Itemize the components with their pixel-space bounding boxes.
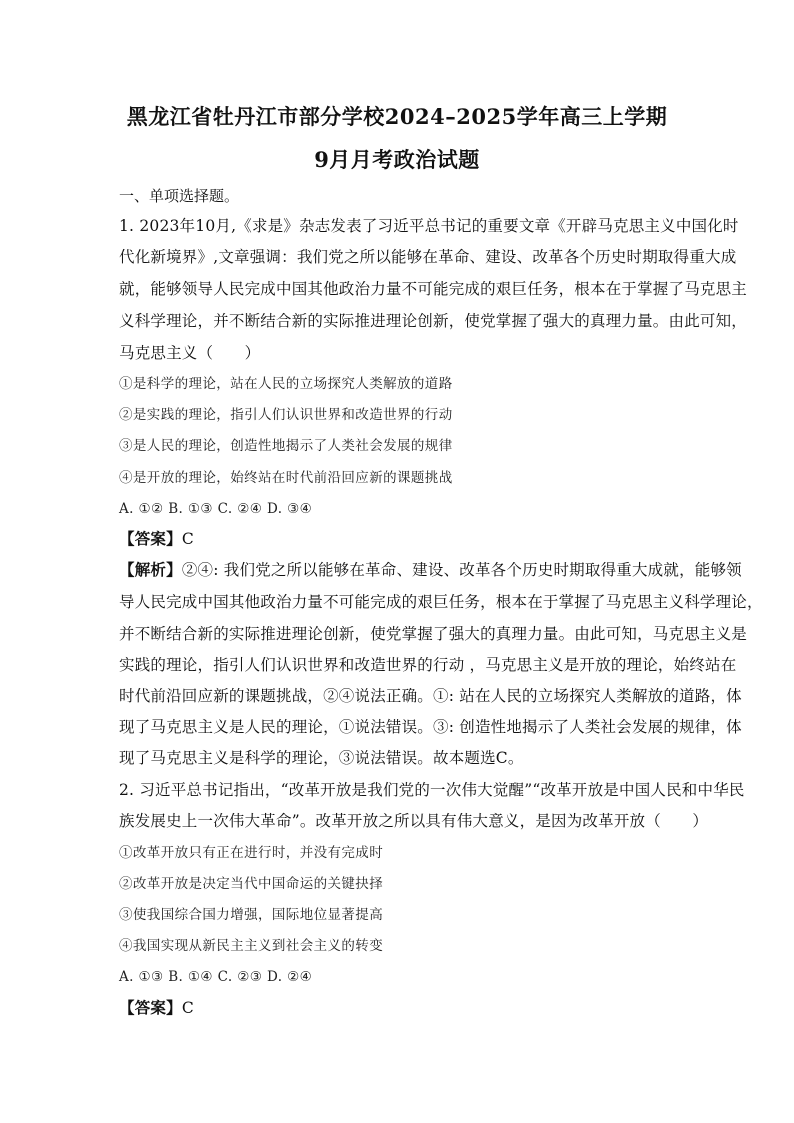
q2-stem-line-1: 2. 习近平总书记指出，“改革开放是我们党的一次伟大觉醒”“改革开放是中国人民和中华民 <box>119 781 745 799</box>
document-title-line-1: 黑龙江省牡丹江市部分学校2024–2025学年高三上学期 <box>126 104 668 129</box>
q1-analysis-line-3: 并不断结合新的实际推进理论创新，使党掌握了强大的真理力量。由此可知，马克思主义是 <box>119 625 748 643</box>
q1-answer <box>119 529 679 549</box>
q1-analysis-line-6: 现了马克思主义是人民的理论，①说法错误。③: 创造性地揭示了人类社会发展的规律，体 <box>119 718 742 736</box>
q1-analysis-line-2: 导人民完成中国其他政治力量不可能完成的艰巨任务，根本在于掌握了马克思主义科学理论， <box>119 593 763 611</box>
q1-choices: A. ①② B. ①③ C. ②④ D. ③④ <box>119 501 313 517</box>
q2-answer-label: 【答案】 <box>119 999 182 1017</box>
q2-option-2: ②改革开放是决定当代中国命运的关键抉择 <box>119 876 384 892</box>
q1-option-2: ②是实践的理论，指引人们认识世界和改造世界的行动 <box>119 407 453 423</box>
q2-answer-value: C <box>181 999 194 1017</box>
q2-option-1: ①改革开放只有正在进行时，并没有完成时 <box>119 845 384 861</box>
q1-analysis-label: 【解析】 <box>119 561 182 579</box>
q2-option-3: ③使我国综合国力增强，国际地位显著提高 <box>119 907 384 923</box>
q1-analysis-line-4: 实践的理论，指引人们认识世界和改造世界的行动 ，马克思主义是开放的理论，始终站在 <box>119 656 737 674</box>
q2-answer <box>119 998 679 1018</box>
q1-stem-line-4: 义科学理论，并不断结合新的实际推进理论创新，使党掌握了强大的真理力量。由此可知， <box>119 312 748 330</box>
section-heading: 一、单项选择题。 <box>119 187 240 205</box>
q2-option-4: ④我国实现从新民主主义到社会主义的转变 <box>119 938 384 954</box>
q1-answer-value: C <box>181 530 194 548</box>
q1-stem-line-2: 代化新境界》,文章强调：我们党之所以能够在革命、建设、改革各个历史时期取得重大成 <box>119 248 737 266</box>
q1-analysis-line-5: 时代前沿回应新的课题挑战，②④说法正确。①: 站在人民的立场探究人类解放的道路，体 <box>119 687 742 705</box>
q1-answer-label: 【答案】 <box>119 530 182 548</box>
q1-option-1: ①是科学的理论，站在人民的立场探究人类解放的道路 <box>119 376 453 392</box>
q1-analysis-text-1: ②④: 我们党之所以能够在革命、建设、改革各个历史时期取得重大成就，能够领 <box>181 561 742 579</box>
document-title-line-2: 9月月考政治试题 <box>314 147 480 172</box>
q1-analysis-line-7: 现了马克思主义是科学的理论，③说法错误。故本题选C。 <box>119 749 524 767</box>
q1-option-3: ③是人民的理论，创造性地揭示了人类社会发展的规律 <box>119 438 453 454</box>
q2-choices: A. ①③ B. ①④ C. ②③ D. ②④ <box>119 969 313 985</box>
q1-stem-line-3: 就，能够领导人民完成中国其他政治力量不可能完成的艰巨任务，根本在于掌握了马克思主 <box>119 280 748 298</box>
q1-stem-line-5: 马克思主义（ ） <box>119 344 261 362</box>
q1-stem-line-1: 1. 2023年10月,《求是》杂志发表了习近平总书记的重要文章《开辟马克思主义中国化时 <box>119 217 739 235</box>
q1-analysis-line-1 <box>119 560 742 580</box>
q2-stem-line-2: 族发展史上一次伟大革命”。改革开放之所以具有伟大意义，是因为改革开放（ ） <box>119 812 709 830</box>
q1-option-4: ④是开放的理论，始终站在时代前沿回应新的课题挑战 <box>119 470 453 486</box>
